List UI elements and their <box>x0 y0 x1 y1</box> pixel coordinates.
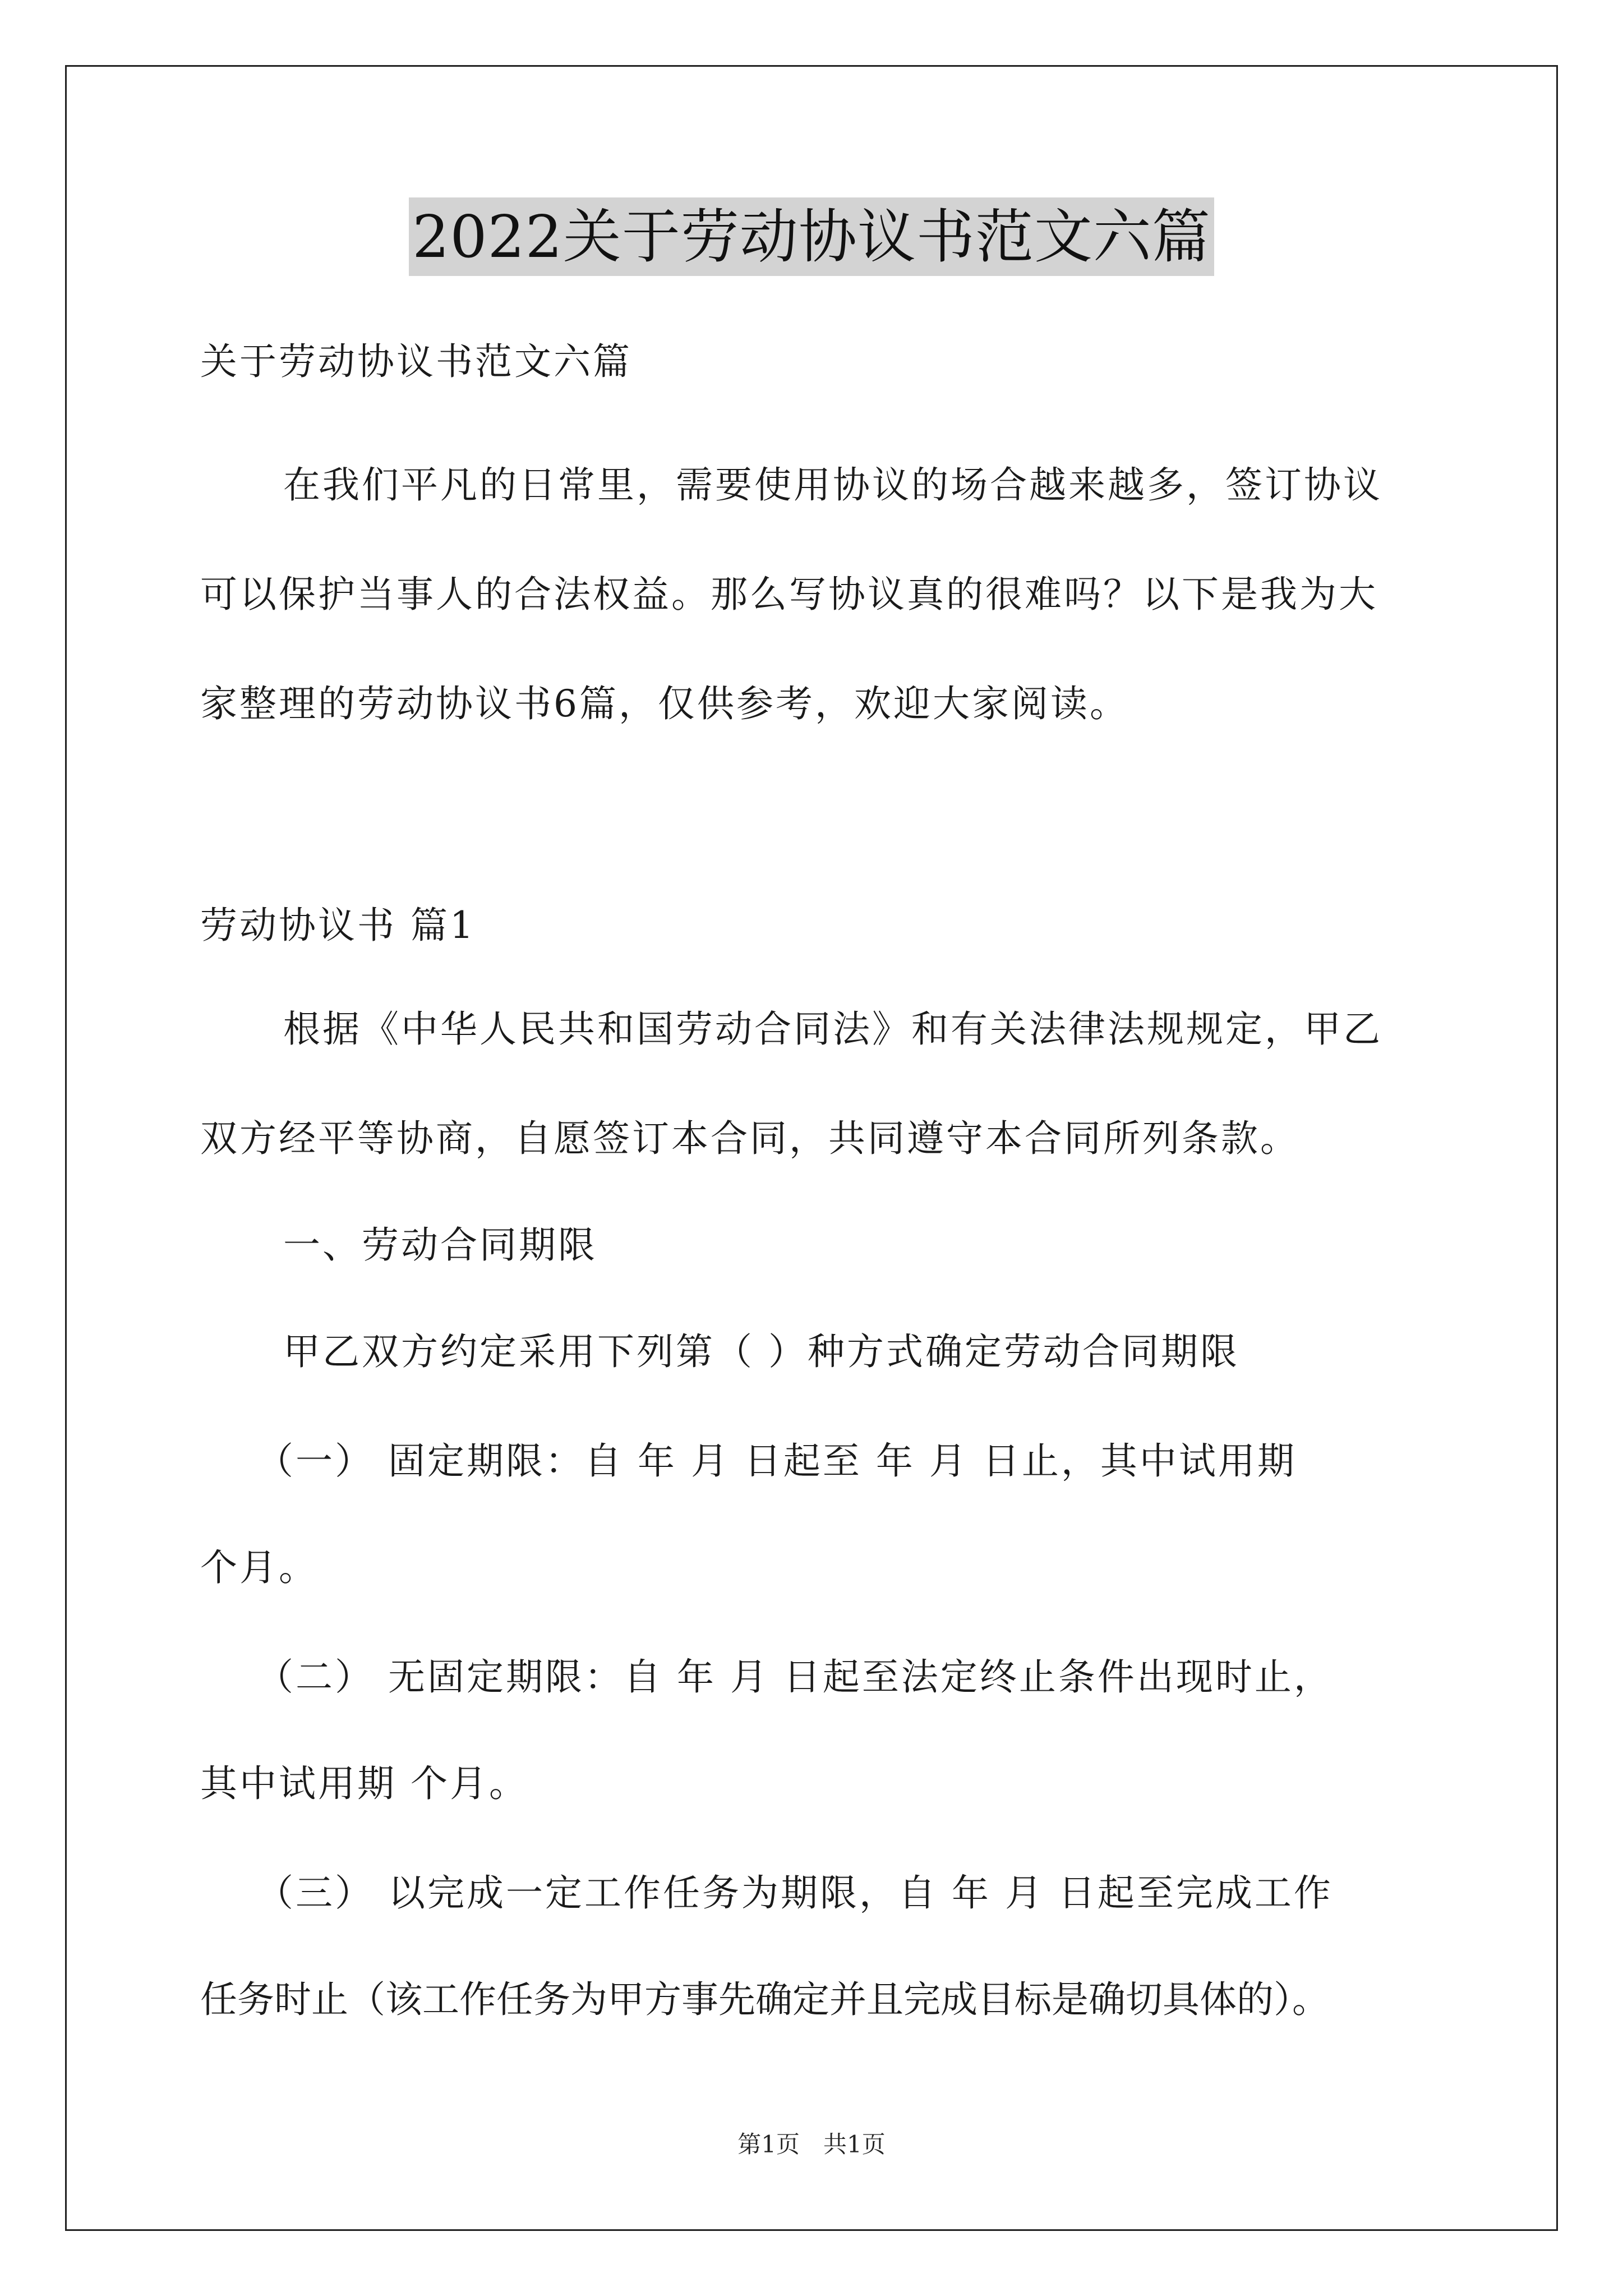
clause-item-line: 个月。 <box>200 1546 318 1589</box>
body-paragraph-line: 根据《中华人民共和国劳动合同法》和有关法律法规规定，甲乙 <box>283 1007 1382 1051</box>
clause-item-line: 其中试用期 个月。 <box>200 1762 528 1805</box>
intro-paragraph-line: 可以保护当事人的合法权益。那么写协议真的很难吗？以下是我为大 <box>200 573 1378 616</box>
document-title: 2022关于劳动协议书范文六篇 <box>409 197 1214 276</box>
page-footer: 第1页 共1页 <box>737 2131 886 2158</box>
clause-item-line: （三） 以完成一定工作任务为期限，自 年 月 日起至完成工作 <box>256 1871 1333 1915</box>
clause-item-line: （二） 无固定期限：自 年 月 日起至法定终止条件出现时止， <box>256 1655 1333 1699</box>
intro-paragraph-line: 在我们平凡的日常里，需要使用协议的场合越来越多，签订协议 <box>283 463 1382 507</box>
body-paragraph-line: 甲乙双方约定采用下列第（ ）种方式确定劳动合同期限 <box>283 1330 1239 1373</box>
intro-paragraph-line: 家整理的劳动协议书6篇，仅供参考，欢迎大家阅读。 <box>200 682 1129 725</box>
section-heading: 劳动协议书 篇1 <box>200 904 476 947</box>
clause-heading: 一、劳动合同期限 <box>283 1223 597 1267</box>
clause-item-line: （一） 固定期限：自 年 月 日起至 年 月 日止，其中试用期 <box>256 1439 1297 1483</box>
clause-item-line: 任务时止（该工作任务为甲方事先确定并且完成目标是确切具体的）。 <box>200 1978 1329 2021</box>
subtitle-line: 关于劳动协议书范文六篇 <box>200 340 632 383</box>
body-paragraph-line: 双方经平等协商，自愿签订本合同，共同遵守本合同所列条款。 <box>200 1117 1299 1160</box>
title-container <box>0 197 1623 276</box>
